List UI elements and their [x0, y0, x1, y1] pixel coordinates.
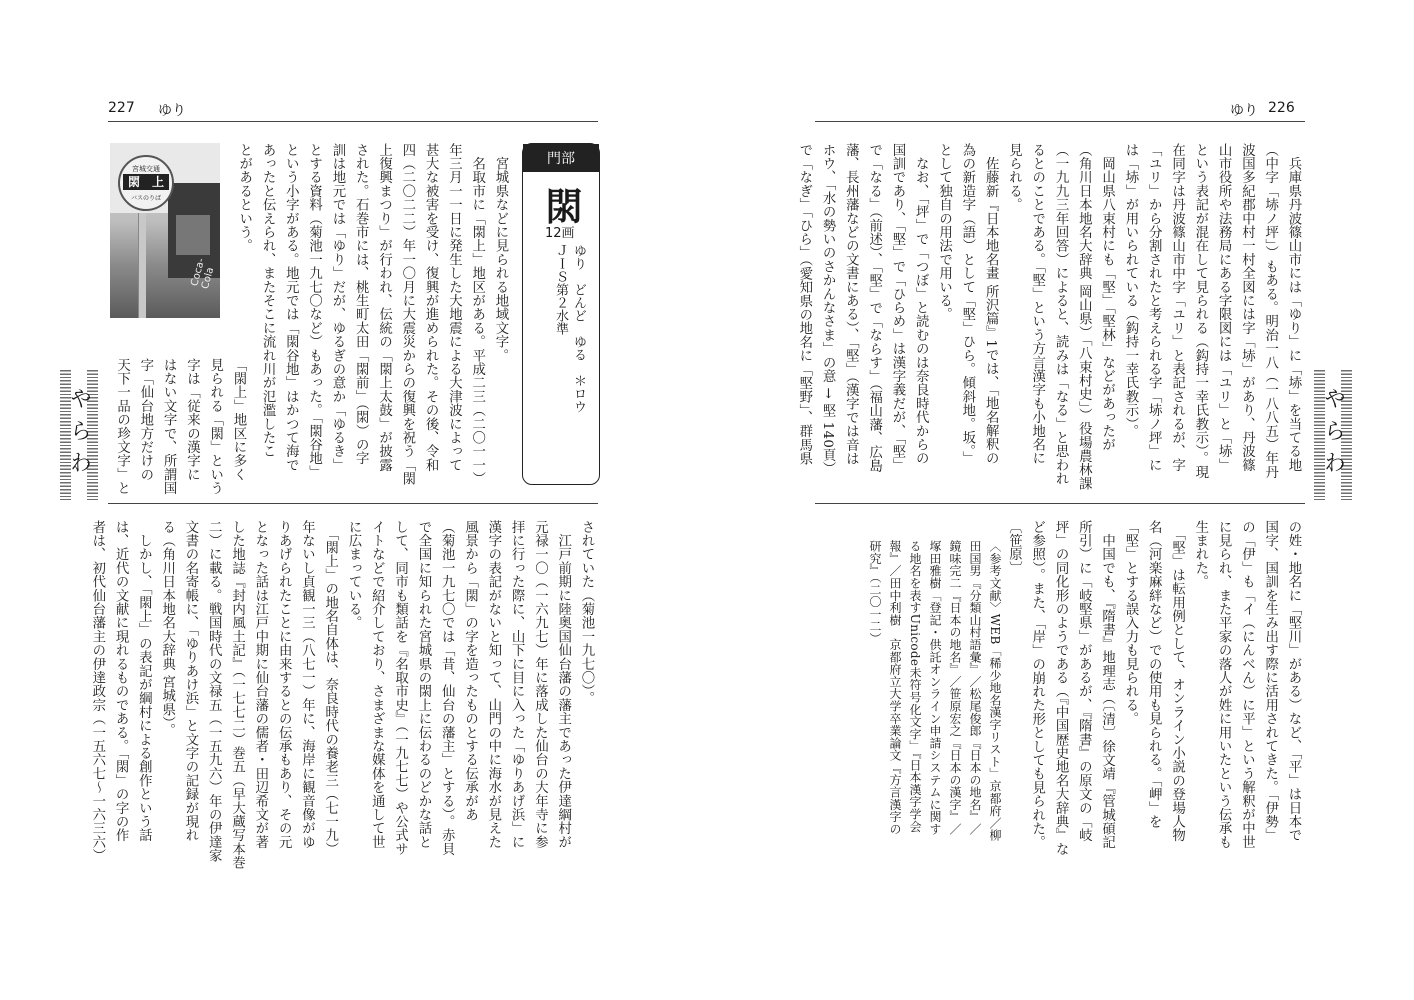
right-lower-text: の姓・地名に「𡌛川」がある）など、「平」は日本で 国字、国訓を生み出す際に活用されてきた。「伊勢」 の「伊」も「イ（にんべん）に平」という解釈が中世 に見られ、また平家の落人が姓に用いたという伝承も 生まれた。 「𡌛」は転用例として、オンライン小説の登場人物 名（河楽麻絆など）での使用も見られる。「岬」を 「𡌛」とする誤入力も見られる。 中国でも、『隋書』地理志（〔清〕徐文靖『管城碩記 所引）に「岐𡌛県」があるが、『隋書』の原文の「岐 坪」の同化形のようである（『中国歴史地名大辞典』な ど参照）。また、「岸」の崩れた形としても見られた。 〔笹原〕 — [1006, 520, 1301, 856]
entry-kanji: 閖 — [545, 184, 584, 229]
header-rule-left — [108, 121, 598, 122]
header-rule-right — [815, 121, 1305, 122]
thumb-label: やらわ — [1320, 387, 1346, 483]
sign-caption: バスのりば — [130, 195, 161, 202]
thumb-index-left — [60, 370, 98, 500]
bus-stop-sign — [118, 155, 174, 211]
left-upper-text: 宮城県などに見られる地域文字。 名取市に「閖上」地区がある。平成二三（二〇一一） 年三月一一日に発生した大地震による大津波によって 甚大な被害を受け、復興が進められた。その後、令和 四（二〇二二）年一〇月に大震災からの復興を祝う「閖 上復興まつり」が行われ、伝統の「閖上太鼓」が披露 された。石巻市には、桃生町太田「閖前」（閖）の字 訓は地元では「ゆり」だが、ゆるぎの意か「ゆるき」 とする資料（菊池一九七〇など）もあった。「閖谷地」 という小字がある。地元では「閖谷地」はかつて海で あったと伝えられ、またそこに流れ川が氾濫したこ とがあるという。 — [236, 143, 508, 486]
entry-readings: ゆり どんど ゆる ＊ロウ ＪＩＳ第２水準 — [553, 244, 586, 413]
sign-operator: 宮城交通 — [132, 165, 160, 173]
left-lower-text: されていた（菊池一九七〇）。 江戸前期に陸奥国仙台藩の藩主であった伊達綱村が 元禄一〇（一六九七）年に落成した仙台の大年寺に参 拝に行った際に、山下に目に入った「ゆりあげ浜」に 漢字の表記がないと知って、山門の中に海水が見えた 風景から「閖」の字を造ったものとする伝承があ （菊池一九七〇では「昔、仙台の藩主」とする）。赤貝 で全国に知られた宮城県の閖上に伝わるのどかな話と して、同市も類話を『名取市史』（一九七七）や公式サ イトなどで紹介しており、さまざまな媒体を通して世 に広まっている。 「閖上」の地名自体は、奈良時代の養老三（七一九） 年ないし貞観一三（八七一）年に、海岸に観音像がゆ りあげられたことに由来するとの伝承もあり、その元 となった話は江戸中期に仙台藩の儒者・田辺希文が著 した地誌『封内風土記』（一七七二）巻五（早大蔵写本巻 二）に載る。戦国時代の文禄五（一五九六）年の伊達家 文書の名寄帳に、「ゆりあけ浜」と文字の記録が現れ る（角川日本地名大辞典 宮城県）。 しかし、「閖上」の表記が綱村による創作という話 は、近代の文献に現れるものである。「閖」の字の作 者は、初代仙台藩主の伊達政宗（一五六七～一六三六） — [89, 520, 594, 870]
vending-machine-logo: Coca-Cola — [189, 257, 217, 291]
running-head-right: ゆり — [1230, 103, 1258, 119]
stroke-count: 12画 — [545, 226, 575, 241]
references-text: 〈参考文献〉WEB「稀少地名漢字リスト」京都府／柳 田国男『分類山村語彙』／松尾俊郎『日本の地名』／ 鏡味完二『日本の地名』／笹原宏之『日本の漢字』／ 塚田雅樹「登記・供託オンライン申請システムに関す る地名を表すUnicode未符号化文字」『日本漢字学会 報』／田中利樹 京都府立大学卒業論文『方言漢字の 研究』（二〇一二） — [868, 540, 1002, 842]
entry-card — [522, 143, 600, 485]
page-number-left: 227 — [108, 100, 135, 116]
bus-stop-photo — [110, 143, 220, 318]
column-rule-right — [815, 503, 1305, 504]
running-head-left: ゆり — [158, 103, 186, 119]
radical-tag: 門部 — [523, 144, 599, 172]
thumb-index-right — [1314, 370, 1352, 500]
photo-caption-text: 「閖上」地区に多く 見られる「閖」という 字は「従来の漢字に はない文字で、所謂国 字「仙台地方だけの 天下一品の珍文字」と — [114, 358, 246, 495]
column-rule-left — [108, 503, 598, 504]
sign-stop-name: 閖 上 — [123, 174, 169, 190]
page-number-right: 226 — [1268, 100, 1295, 116]
right-upper-text: 兵庫県丹波篠山市には「ゆり」に「𡋽」を当てる地 （中字「𡋽ノ坪」）もある。明治一八（一八八五）年丹 波国多紀郡中村一村全図には字「𡋽」があり、丹波篠 山市役所や法務局にある字限図には「ユリ」と「𡋽」 という表記が混在して見られる（鈎持一幸氏教示）。現 在同字は丹波篠山市中字「ユリ」と表記されるが、字 「ユリ」から分割されたと考えられる字「𡋽ノ坪」に は「𡋽」が用いられている（鈎持一幸氏教示）。 岡山県八束村にも「𡌛」「𡌛林」などがあったが （角川日本地名大辞典 岡山県）「八束村史」）役場農林課 （一九九三年回答）によると、読みは「なる」と思われ るとのことである。「𡌛」という方言漢字も小地名に 見られる。 佐藤新『日本地名畫 所沢篇』1では、「地名解釈の 為の新造字（語）として「𡌛」ひら。傾斜地。坂。」 として独自の用法で用いる。 なお、「坪」で「つぼ」と読むのは奈良時代からの 国訓であり、「𡌛」で「ひらめ」は漢字義だが、「𡌛」 で「なる」（前述）、「𡌛」で「ならす」（福山藩、広島 藩、長州藩などの文書にある）、「𡌛」（漢字では音は ホウ、「水の勢いのさかんなさま」の意 → 𡌛 140頁） で「なぎ」「ひら」（愛知県の地名に「𡌛野」、群馬県 — [796, 143, 1301, 491]
thumb-label: やらわ — [66, 387, 92, 483]
